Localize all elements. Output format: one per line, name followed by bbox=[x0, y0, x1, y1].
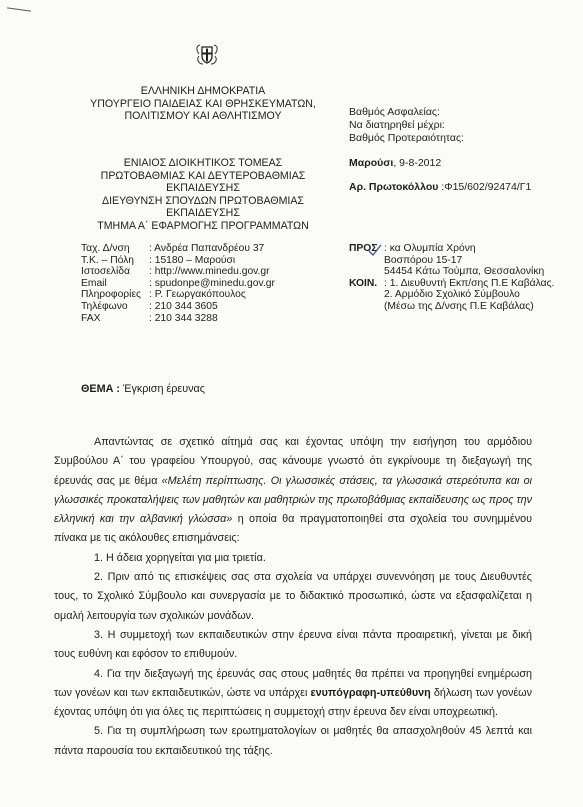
cc-line bbox=[349, 278, 554, 290]
condition-1: 1. Η άδεια χορηγείται για μια τριετία. bbox=[94, 551, 266, 564]
contact-label: FAX bbox=[81, 312, 101, 324]
condition-4-emphasis: ενυπόγραφη-υπεύθυνη bbox=[310, 686, 431, 699]
subject-label: ΘΕΜΑ : bbox=[81, 383, 120, 395]
cc-recipient-1: : 1. Διευθυντή Εκπ/σης Π.Ε Καβάλας. bbox=[384, 277, 555, 289]
recipient-city: 54454 Κάτω Τούμπα, Θεσσαλονίκη bbox=[384, 266, 545, 278]
contact-row bbox=[81, 301, 275, 313]
security-classification bbox=[349, 106, 464, 144]
condition-4-text-end: δήλωση των γονέων έχοντας υπόψη ότι για όλες τις περιπτώσεις η συμμετοχή στην έρευνα δεν είναι υποχρεωτική. bbox=[54, 686, 533, 719]
recipient-name: : κα Ολυμπία Χρόνη bbox=[384, 243, 476, 254]
condition-2: 2. Πριν από τις επισκέψεις σας στα σχολεία να υπάρχει συνεννόηση με τους Διευθυντές τους, το Σχολικό Σύμβουλο και συνεργασία με το διδακτικό προσωπικό, ώστε να εξασφαλίζεται η ομαλή λειτουργία των σχολικών μονάδων. bbox=[54, 571, 532, 622]
ministry-name-line1: ΥΠΟΥΡΓΕΙΟ ΠΑΙΔΕΙΑΣ ΚΑΙ ΘΡΗΣΚΕΥΜΑΤΩΝ, bbox=[90, 97, 316, 110]
handwritten-check-icon bbox=[368, 244, 382, 256]
department-line4: ΔΙΕΥΘΥΝΣΗ ΣΠΟΥΔΩΝ ΠΡΩΤΟΒΑΘΜΙΑΣ bbox=[102, 194, 304, 207]
research-title: «Μελέτη περίπτωσης. Οι γλωσσικές στάσεις, τα γλωσσικά στερεότυπα και οι γλωσσικές προκαταλήψεις των μαθητών και μαθητριών της πρωτοβάθμιας εκπαίδευσης ως προς την ελληνική και την αλβανική γλώσσα» bbox=[54, 474, 532, 526]
republic-name: ΕΛΛΗΝΙΚΗ ΔΗΜΟΚΡΑΤΙΑ bbox=[140, 85, 266, 97]
date-value: , 9-8-2012 bbox=[393, 157, 442, 169]
contact-value: : 210 344 3288 bbox=[149, 312, 218, 324]
contact-value: : Ρ. Γεωργακόπουλος bbox=[149, 289, 246, 301]
contact-row bbox=[81, 289, 275, 301]
cc-recipient-2: 2. Αρμόδιο Σχολικό Σύμβουλο bbox=[384, 289, 520, 301]
condition-4 bbox=[54, 665, 532, 723]
subject-value: Έγκριση έρευνας bbox=[120, 383, 205, 395]
greek-coat-of-arms-icon bbox=[193, 40, 221, 68]
date-place: Μαρούσι bbox=[349, 157, 394, 169]
contact-value: : Ανδρέα Παπανδρέου 37 bbox=[149, 243, 265, 254]
contact-details bbox=[81, 243, 275, 324]
retention-period: Να διατηρηθεί μέχρι: bbox=[349, 118, 445, 131]
cc-label: ΚΟΙΝ. bbox=[349, 277, 378, 289]
department-line3: ΕΚΠΑΙΔΕΥΣΗΣ bbox=[166, 182, 240, 195]
cc-recipient-2-note: (Μέσω της Δ/νσης Π.Ε Καβάλας) bbox=[384, 300, 534, 312]
contact-label: Ταχ. Δ/νση bbox=[81, 243, 130, 254]
contact-label: Email bbox=[81, 277, 107, 289]
department-line6: ΤΜΗΜΑ Α΄ ΕΦΑΡΜΟΓΗΣ ΠΡΟΓΡΑΜΜΑΤΩΝ bbox=[97, 219, 309, 232]
pen-mark bbox=[7, 7, 31, 11]
intro-text: Απαντώντας σε σχετικό αίτημά σας και έχοντας υπόψη την εισήγηση του αρμόδιου Συμβούλου Α΄ του γραφείου Υπουργού, σας κάνουμε γνωστό ότι εγκρίνουμε τη διεξαγωγή της έρευνάς σας με θέμα bbox=[54, 436, 532, 487]
contact-value: : http://www.minedu.gov.gr bbox=[149, 266, 270, 278]
government-header bbox=[64, 85, 342, 123]
contact-label: Τ.Κ. – Πόλη bbox=[81, 254, 135, 266]
contact-row bbox=[81, 255, 275, 267]
department-line1: ΕΝΙΑΙΟΣ ΔΙΟΙΚΗΤΙΚΟΣ ΤΟΜΕΑΣ bbox=[123, 157, 283, 169]
contact-row bbox=[81, 243, 275, 255]
recipient-street: Βοσπόρου 15-17 bbox=[384, 254, 463, 266]
protocol-label: Αρ. Πρωτοκόλλου bbox=[349, 181, 439, 193]
security-level: Βαθμός Ασφαλείας: bbox=[349, 106, 440, 118]
condition-4-text: 4. Για την διεξαγωγή της έρευνάς σας στους μαθητές θα πρέπει να προηγηθεί ενημέρωση των γονέων και των εκπαιδευτικών, ώστε να υπάρχει bbox=[54, 667, 532, 699]
department-line5: ΕΚΠΑΙΔΕΥΣΗΣ bbox=[166, 207, 240, 220]
protocol-number bbox=[349, 181, 531, 193]
to-label: ΠΡΟΣ bbox=[349, 243, 378, 254]
subject-line bbox=[81, 383, 205, 395]
letter-body bbox=[54, 433, 532, 761]
department-line2: ΠΡΩΤΟΒΑΘΜΙΑΣ ΚΑΙ ΔΕΥΤΕΡΟΒΑΘΜΙΑΣ bbox=[100, 169, 306, 182]
contact-label: Τηλέφωνο bbox=[81, 300, 128, 312]
priority-level: Βαθμός Προτεραιότητας: bbox=[349, 131, 464, 144]
contact-value: : 210 344 3605 bbox=[149, 300, 218, 312]
intro-paragraph bbox=[54, 433, 532, 549]
document-date bbox=[349, 157, 441, 169]
contact-row bbox=[81, 266, 275, 278]
intro-text-end: η οποία θα πραγματοποιηθεί στα σχολεία του συνημμένου πίνακα με τις ακόλουθες επισημάνσεις: bbox=[54, 513, 533, 545]
contact-value: : spudonpe@minedu.gov.gr bbox=[149, 277, 275, 289]
condition-5: 5. Για τη συμπλήρωση των ερωτηματολογίων οι μαθητές θα απασχοληθούν 45 λεπτά και πάντα παρουσία του εκπαιδευτικού της τάξης. bbox=[54, 725, 532, 757]
department-header bbox=[64, 157, 342, 233]
contact-label: Ιστοσελίδα bbox=[81, 266, 130, 278]
contact-row bbox=[81, 313, 275, 325]
condition-3: 3. Η συμμετοχή των εκπαιδευτικών στην έρευνα είναι πάντα προαιρετική, γίνεται με δική τους ευθύνη και εφόσον το επιθυμούν. bbox=[54, 628, 532, 661]
contact-label: Πληροφορίες bbox=[81, 289, 141, 301]
ministry-name-line2: ΠΟΛΙΤΙΣΜΟΥ ΚΑΙ ΑΘΛΗΤΙΣΜΟΥ bbox=[124, 110, 282, 123]
protocol-value: :Φ15/602/92474/Γ1 bbox=[438, 181, 532, 193]
contact-value: : 15180 – Μαρούσι bbox=[149, 254, 236, 266]
contact-row bbox=[81, 278, 275, 290]
